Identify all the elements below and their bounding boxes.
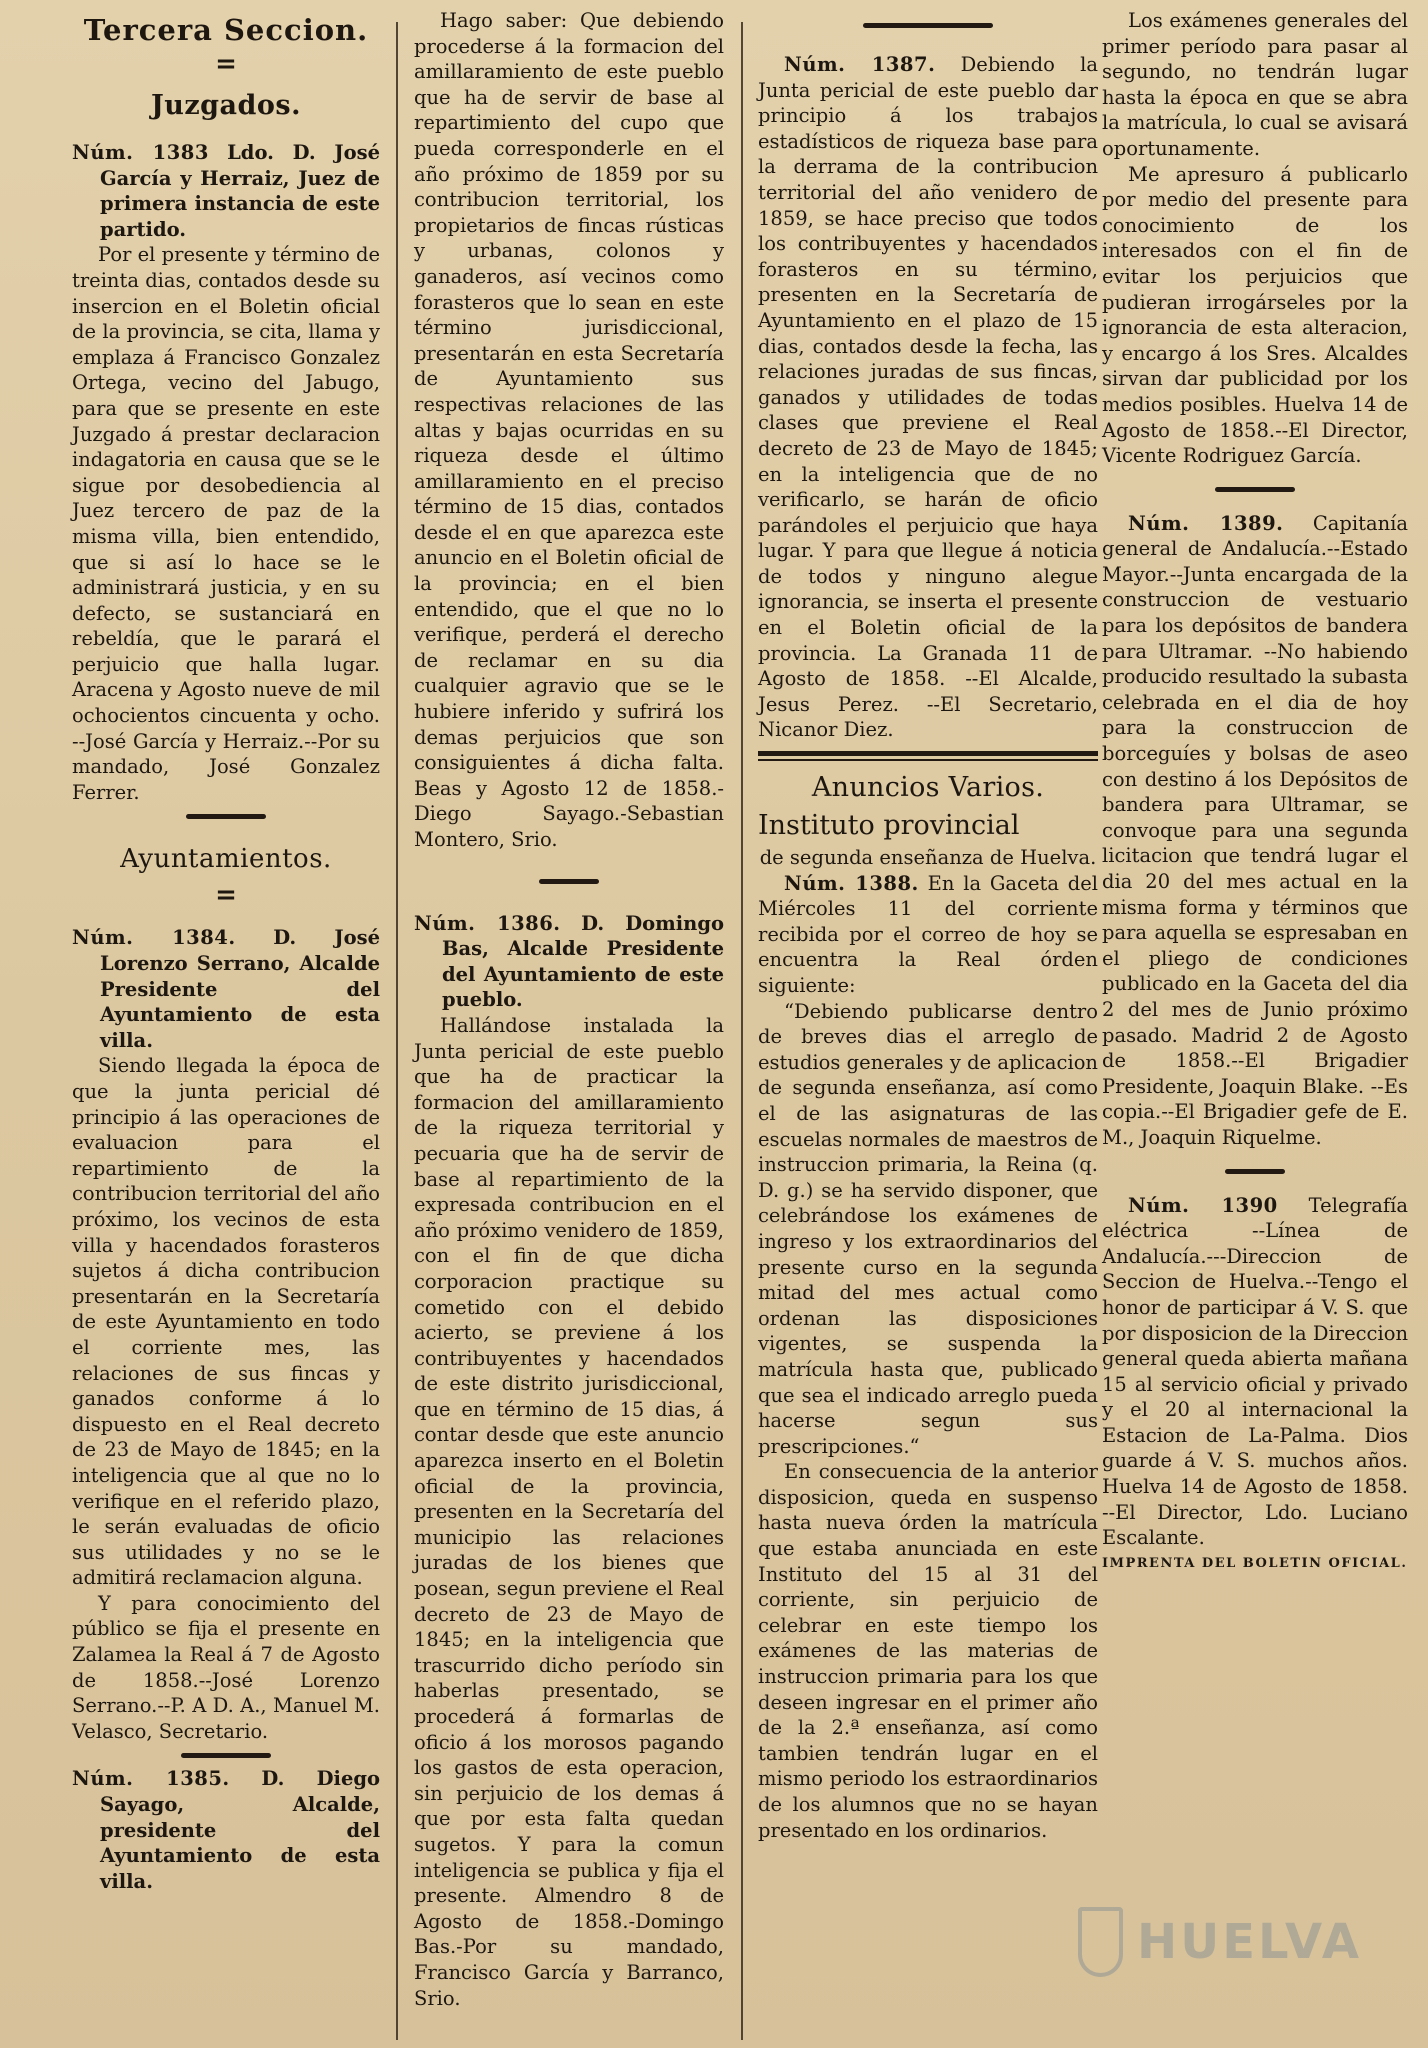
notice-1383-header — [72, 140, 380, 242]
notice-number: Núm. 1383 — [72, 141, 209, 164]
notice-1388-body-5: Me apresuro á publicarlo por medio del presente para conocimiento de los interesados con el fin de evitar los perjuicios que pudieran irrogárseles por la ignorancia de esta alteracion, y encargo á los Sres. Alcaldes sirvan dar publicidad por los medios posibles. Huelva 14 de Agosto de 1858.--El Director, Vicente Rodriguez García. — [1102, 162, 1408, 468]
column-2 — [414, 8, 724, 2040]
notice-1384-body-2: Y para conocimiento del público se fija el presente en Zalamea la Real á 7 de Agosto de 1858.--José Lorenzo Serrano.--P. A D. A., Manuel M. Velasco, Secretario. — [72, 1591, 380, 1743]
notice-1389 — [1102, 511, 1408, 1151]
notice-1386-header — [414, 911, 724, 1013]
ornament-divider — [72, 1744, 380, 1766]
instituto-subheading: de segunda enseñanza de Huelva. — [759, 846, 1097, 870]
notice-1388-body-2: “Debiendo publicarse dentro de breves dias el arreglo de estudios generales y de aplicacion de segunda enseñanza, así como el de las asignaturas de las escuelas normales de maestros de instruccion primaria, la Reina (q. D. g.) se ha servido disponer, que celebrándose los exámenes de ingreso y los extraordinarios del presente curso en la segunda mitad del mes actual como ordenan las disposiciones vigentes, se suspenda la matrícula hasta que, publicado que sea el indicado arreglo pueda hacerse segun sus prescripciones.“ — [758, 999, 1098, 1458]
notice-1390-body: Telegrafía eléctrica --Línea de Andalucía.---Direccion de Seccion de Huelva.--Tengo el honor de participar á V. S. que por disposicion de la Direccion general queda abierta mañana 15 al servicio oficial y privado y el 20 al internacional la Estacion de La-Palma. Dios guarde á V. S. muchos años. Huelva 14 de Agosto de 1858. --El Director, Ldo. Luciano Escalante. — [1102, 1193, 1408, 1550]
notice-1388-body-3: En consecuencia de la anterior disposicion, queda en suspenso hasta nueva órden la matrícula que estaba anunciada en este Instituto del 15 al 31 del corriente, sin perjuicio de celebrar en este tiempo los exámenes de las materias de instruccion primaria para los que deseen ingresar en el primer año de la 2.ª enseñanza, así como tambien tendrán lugar en el mismo periodo los estraordinarios de los alumnos que no se hayan presentado en los ordinarios. — [758, 1460, 1098, 1842]
ornament-divider — [758, 14, 1098, 36]
notice-1383-body: Por el presente y término de treinta dias, contados desde su insercion en el Boletin oficial de la provincia, se cita, llama y emplaza á Francisco Gonzalez Ortega, vecino del Jabugo, para que se presente en este Juzgado á prestar declaracion indagatoria en causa que se le sigue por desobediencia al Juez tercero de paz de la misma villa, bien entendido, que si así lo hace se le administrará justicia, y en su defecto, se sustanciará en rebeldía, que le parará el perjuicio que halla lugar. Aracena y Agosto nueve de mil ochocientos cincuenta y ocho. --José García y Herraiz.--Por su mandado, José Gonzalez Ferrer. — [72, 243, 380, 804]
anuncios-heading: Anuncios Varios. — [811, 772, 1045, 804]
notice-1390 — [1102, 1193, 1408, 1551]
notice-1385-header — [72, 1766, 380, 1894]
notice-number: Núm. 1384. — [72, 926, 236, 950]
column-1 — [72, 8, 380, 2040]
notice-heading: Ldo. D. José García y Herraiz, Juez de primera instancia de este partido. — [100, 141, 380, 241]
notice-heading: D. Domingo Bas, Alcalde Presidente del Ayuntamiento de este pueblo. — [442, 911, 724, 1012]
section-title: Tercera Seccion. — [83, 13, 369, 47]
notice-1384-header — [72, 925, 380, 1053]
ornament-divider — [72, 805, 380, 827]
notice-number: Núm. 1387. — [784, 53, 936, 76]
column-4 — [1102, 8, 1408, 2040]
ornament-divider — [1102, 479, 1408, 501]
notice-1388-body-4: Los exámenes generales del primer período para pasar al segundo, no tendrán lugar hasta la época en que se abra la matrícula, lo cual se avisará oportunamente. — [1102, 9, 1408, 160]
watermark-text: HUELVA — [1137, 1914, 1362, 1970]
notice-number: Núm. 1389. — [1128, 511, 1284, 535]
notice-1387 — [758, 52, 1098, 743]
notice-1385-body: Hago saber: Que debiendo procederse á la formacion del amillaramiento de este pueblo que ha de servir de base al repartimiento del cupo que pueda corresponderle en el año próximo de 1859 por su contribucion territorial, los propietarios de fincas rústicas y urbanas, colonos y ganaderos, así vecinos como forasteros que lo sean en este término jurisdiccional, presentarán en esta Secretaría de Ayuntamiento sus respectivas relaciones de las altas y bajas ocurridas en su riqueza desde el último amillaramiento en el preciso término de 15 dias, contados desde el en que aparezca este anuncio en el Boletin oficial de la provincia; en el bien entendido, que el que no lo verifique, perderá el derecho de reclamar en su dia cualquier agravio que se le hubiere inferido y sufrirá los demas perjuicios que son consiguientes á dicha falta. Beas y Agosto 12 de 1858.-Diego Sayago.-Sebastian Montero, Srio. — [414, 9, 724, 851]
notice-number: Núm. 1390 — [1128, 1193, 1278, 1217]
shield-icon — [1078, 1907, 1123, 1977]
notice-number: Núm. 1385. — [72, 1767, 230, 1791]
notice-heading: D. Diego Sayago, Alcalde, presidente del Ayuntamiento de esta villa. — [100, 1767, 380, 1893]
column-rule — [741, 22, 743, 2040]
column-3 — [758, 8, 1098, 2040]
notice-1388-intro — [758, 871, 1098, 999]
notice-number: Núm. 1388. — [784, 871, 919, 895]
column-rule — [396, 22, 398, 2040]
ornament-divider — [1102, 1161, 1408, 1183]
notice-heading: D. José Lorenzo Serrano, Alcalde Presidente del Ayuntamiento de esta villa. — [100, 926, 380, 1052]
notice-1387-body: Debiendo la Junta pericial de este pueblo dar principio á los trabajos estadísticos de riqueza base para la derrama de la contribucion territorial del año venidero de 1859, se hace preciso que todos los contribuyentes y hacendados forasteros en su término, presenten en la Secretaría de Ayuntamiento en el plazo de 15 dias, contados desde la fecha, las relaciones juradas de sus fincas, ganados y utilidades de todas clases que previene el Real decreto de 23 de Mayo de 1845; en la inteligencia que de no verificarlo, se harán de oficio parándoles el perjuicio que haya lugar. Y para que llegue á noticia de todos y ninguno alegue ignorancia, se inserta el presente en el Boletin oficial de la provincia. La Granada 11 de Agosto de 1858. --El Alcalde, Jesus Perez. --El Secretario, Nicanor Diez. — [758, 53, 1098, 742]
ornament-divider — [414, 871, 724, 893]
notice-1384-body-1: Siendo llegada la época de que la junta pericial dé principio á las operaciones de evaluacion para el repartimiento de la contribucion territorial del año próximo, los vecinos de esta villa y hacendados forasteros sujetos á dicha contribucion presentarán en la Secretaría de este Ayuntamiento en todo el corriente mes, las relaciones de sus fincas y ganados conforme á lo dispuesto en el Real decreto de 23 de Mayo de 1845; en la inteligencia que al que no lo verifique en el referido plazo, le serán evaluadas de oficio sus utilidades y no se le admitirá reclamacion alguna. — [72, 1054, 380, 1590]
archive-watermark — [1078, 1882, 1362, 2002]
section-divider: = — [215, 49, 237, 79]
ayuntamientos-heading: Ayuntamientos. — [120, 844, 332, 875]
notice-1388-body-1: En la Gaceta del Miércoles 11 del corriente recibida por el correo de hoy se encuentra la Real órden siguiente: — [758, 871, 1099, 997]
juzgados-heading: Juzgados. — [150, 90, 302, 121]
ayuntamientos-divider: = — [215, 880, 237, 911]
notice-number: Núm. 1386. — [414, 911, 561, 935]
notice-1389-body: Capitanía general de Andalucía.--Estado Mayor.--Junta encargada de la construccion de vestuario para los depósitos de bandera para Ultramar. --No habiendo producido resultado la subasta celebrada en el dia de hoy para la construccion de borceguíes y bolsas de aseo con destino á los Depósitos de bandera para Ultramar, se convoque para una segunda licitacion que tendrá lugar el dia 20 del mes actual en la misma forma y términos que para aquella se espresaban en el pliego de condiciones publicado en la Gaceta del dia 2 del mes de Junio próximo pasado. Madrid 2 de Agosto de 1858.--El Brigadier Presidente, Joaquin Blake. --Es copia.--El Brigadier gefe de E. M., Joaquin Riquelme. — [1102, 511, 1409, 1149]
double-rule — [758, 751, 1098, 761]
instituto-heading: Instituto provincial — [758, 810, 1020, 842]
notice-1386-body: Hallándose instalada la Junta pericial de este pueblo que ha de practicar la formacion del amillaramiento de la riqueza territorial y pecuaria que ha de servir de base al repartimiento de la expresada contribucion en el año próximo venidero de 1859, con el fin de que dicha corporacion practique su cometido con el debido acierto, se previene á los contribuyentes y hacendados de este distrito jurisdiccional, que en término de 15 dias, á contar desde que este anuncio aparezca inserto en el Boletin oficial de la provincia, presenten en la Secretaría del municipio las relaciones juradas de los bienes que posean, segun previene el Real decreto de 23 de Mayo de 1845; en la inteligencia que trascurrido dicho período sin haberlas presentado, se procederá á formarlas de oficio á los morosos pagando los gastos de esta operacion, sin perjuicio de los demas á que por esta falta quedan sugetos. Y para la comun inteligencia se publica y fija el presente. Almendro 8 de Agosto de 1858.-Domingo Bas.-Por su mandado, Francisco García y Barranco, Srio. — [414, 1013, 724, 2010]
printer-imprint: IMPRENTA DEL BOLETIN OFICIAL. — [1102, 1555, 1408, 1571]
